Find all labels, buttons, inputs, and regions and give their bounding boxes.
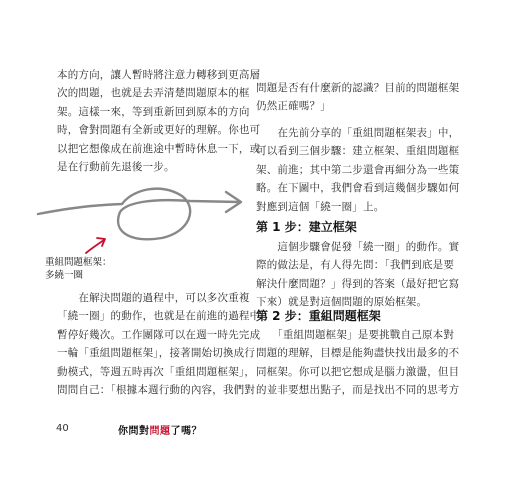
text-line: 架。這樣一來，等到重新回到原本的方向 bbox=[57, 105, 250, 118]
text-line: 時，會對問題有全新或更好的理解。你也可 bbox=[57, 124, 261, 137]
running-head-part: 了嗎？ bbox=[170, 426, 202, 437]
text-line: 本的方向，讓人暫時將注意力轉移到更高層 bbox=[57, 69, 261, 81]
text-line: 在先前分享的「重組問題框架表」中， bbox=[256, 127, 460, 139]
text-line: 架、前進；其中第二步還會再細分為一些策 bbox=[256, 163, 460, 176]
page-number: 40 bbox=[56, 423, 69, 434]
text-line: 動模式，等週五時再次「重組問題框架」， bbox=[57, 365, 256, 378]
loop-arrow-path bbox=[38, 189, 240, 240]
text-line: 略。在下圖中，我們會看到這幾個步驟如何 bbox=[256, 182, 460, 195]
running-head bbox=[118, 422, 202, 437]
text-line: 可以看到三個步驟：建立框架、重組問題框 bbox=[256, 145, 460, 158]
text-line: 解決什麼問題？」得到的答案（最好把它寫 bbox=[256, 277, 460, 290]
text-line: 是在行動前先退後一步。 bbox=[57, 161, 175, 174]
text-line: 一輪「重組問題框架」，接著開始切換成行 bbox=[57, 347, 256, 360]
text-line: 暫停好幾次。工作團隊可以在週一時先完成 bbox=[57, 328, 261, 341]
illustration-caption bbox=[45, 256, 112, 282]
text-line: 仍然正確嗎？」 bbox=[256, 100, 331, 113]
text-line: 以把它想像成在前進途中暫時休息一下，或 bbox=[57, 142, 261, 155]
text-line: 「重組問題框架」是要挑戰自己原本對 bbox=[256, 329, 455, 341]
text-line: 次的問題，也就是去弄清楚問題原本的框 bbox=[57, 87, 250, 100]
text-line: 同框架。你可以把它想成是腦力激盪，但目 bbox=[256, 365, 460, 378]
step2-text bbox=[256, 326, 459, 400]
step1-heading: 第 1 步：建立框架 bbox=[256, 220, 357, 234]
caption-line: 重組問題框架： bbox=[45, 257, 112, 268]
step1-text bbox=[256, 238, 459, 312]
text-line: 對應到這個「繞一圈」上。 bbox=[256, 200, 385, 213]
text-line: 問題是否有什麼新的認識？目前的問題框架 bbox=[256, 82, 460, 94]
step2-heading: 第 2 步：重組問題框架 bbox=[256, 309, 381, 323]
text-line: 下來）就是對這個問題的原始框架。 bbox=[256, 296, 428, 309]
text-line: 的並非要想出點子，而是找出不同的思考方 bbox=[256, 384, 460, 397]
caption-line: 多繞一圈 bbox=[45, 270, 84, 281]
text-line: 「繞一圈」的動作，也就是在前進的過程中 bbox=[57, 310, 261, 323]
text-line: 際的做法是，有人得先問：「我們到底是要 bbox=[256, 259, 455, 272]
left-paragraph-2 bbox=[57, 289, 260, 399]
text-line: 這個步驟會促發「繞一圈」的動作。實 bbox=[256, 241, 460, 253]
running-head-highlight: 問題 bbox=[149, 426, 171, 437]
right-paragraph-1 bbox=[256, 79, 459, 116]
text-line: 在解決問題的過程中，可以多次重複 bbox=[57, 292, 250, 304]
right-paragraph-2 bbox=[256, 124, 459, 216]
text-line: 問問自己：「根據本週行動的內容，我們對 bbox=[57, 384, 256, 397]
running-head-part: 你問對 bbox=[118, 426, 150, 437]
text-line: 問題的理解，目標是能夠盡快找出最多的不 bbox=[256, 347, 460, 360]
